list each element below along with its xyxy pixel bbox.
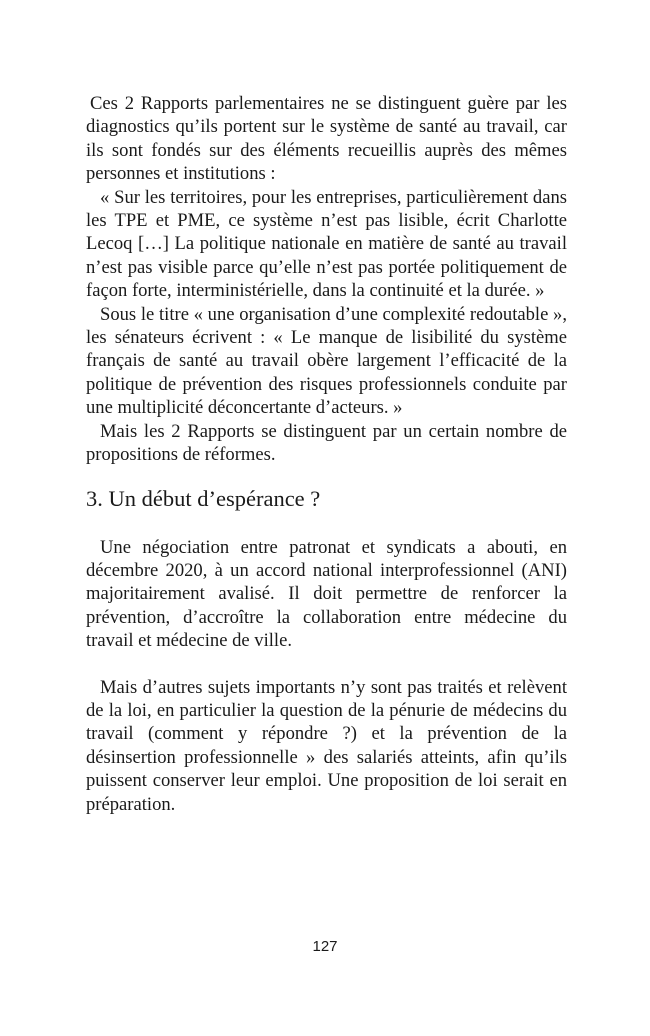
paragraph-quote-senateurs: Sous le titre « une organisation d’une complexité redoutable », les sénateurs écrivent : « Le manque de lisibilité du système français de santé au travail obère largement l’efficacité de la politique de prévention des risques professionnels conduite par une multiplicité déconcertante d’acteurs. »: [86, 303, 567, 419]
paragraph-quote-lecoq: « Sur les territoires, pour les entreprises, particulièrement dans les TPE et PME, ce système n’est pas lisible, écrit Charlotte Lecoq […] La politique nationale en matière de santé au travail n’est pas visible parce qu’elle n’est pas portée politiquement de façon forte, interministérielle, dans la continuité et la durée. »: [86, 186, 567, 302]
page-number: 127: [312, 938, 338, 955]
page-body: [86, 92, 567, 816]
paragraph-intro: Ces 2 Rapports parlementaires ne se distinguent guère par les diagnostics qu’ils portent sur le système de santé au travail, car ils sont fondés sur des éléments recueillis auprès des mêmes personnes et institutions :: [86, 93, 567, 185]
paragraph-negociation: Une négociation entre patronat et syndicats a abouti, en décembre 2020, à un accord national interprofessionnel (ANI) majoritairement avalisé. Il doit permettre de renforcer la prévention, d’accroître la collaboration entre médecine du travail et médecine de ville.: [86, 536, 567, 652]
paragraph-autres-sujets: Mais d’autres sujets importants n’y sont pas traités et relèvent de la loi, en particulier la question de la pénurie de médecins du travail (comment y répondre ?) et la prévention de la désinsertion professionnelle » des salariés atteints, afin qu’ils puissent conserver leur emploi. Une proposition de loi serait en préparation.: [86, 676, 567, 815]
section-heading: 3. Un début d’espérance ?: [86, 485, 321, 511]
paragraph-propositions: Mais les 2 Rapports se distinguent par un certain nombre de propositions de réformes.: [86, 420, 567, 466]
